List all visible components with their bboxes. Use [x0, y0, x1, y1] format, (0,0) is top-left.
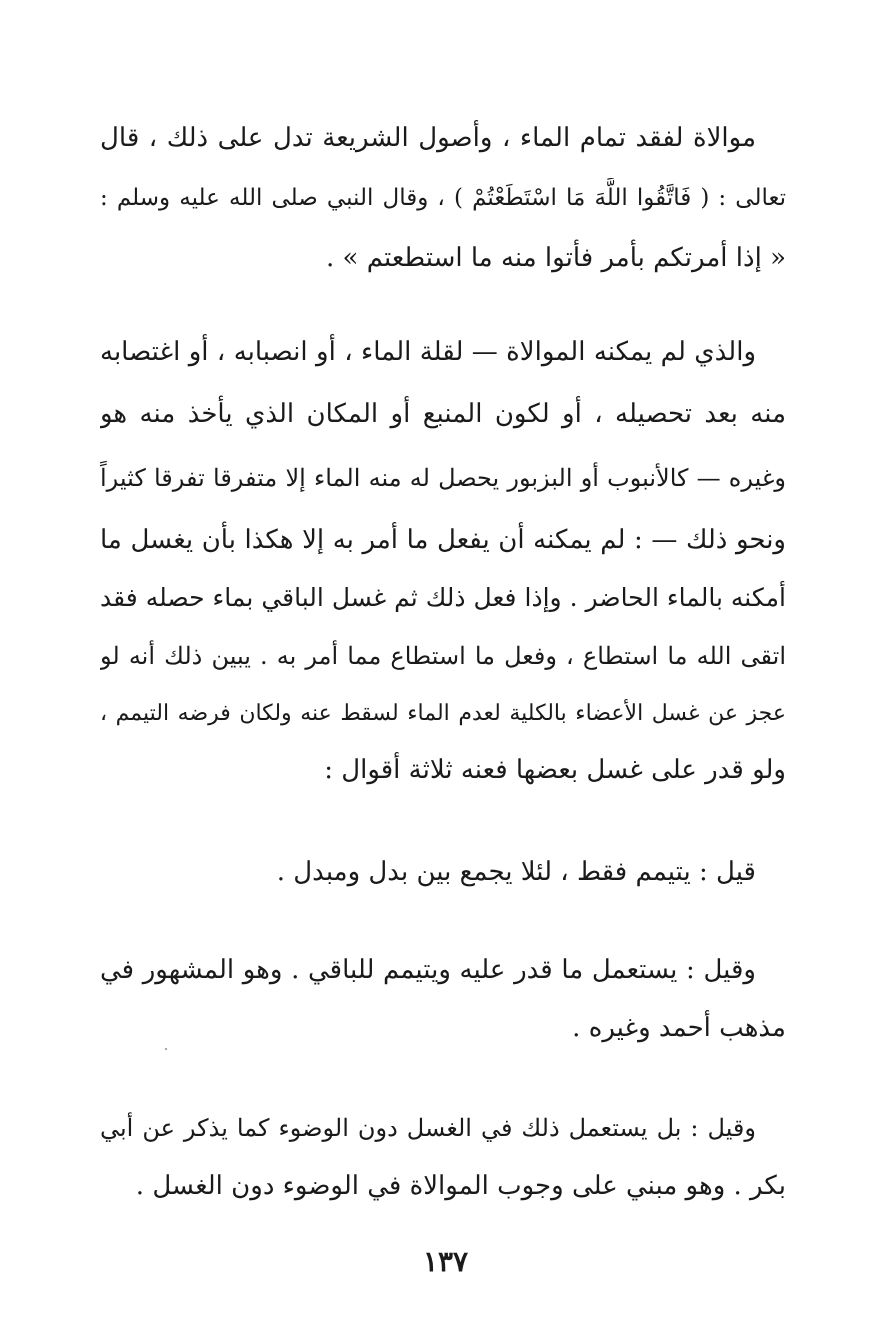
scan-speck [165, 1048, 167, 1050]
text-line: عجز عن غسل الأعضاء بالكلية لعدم الماء لسقط عنه ولكان فرضه التيمم ، [100, 701, 786, 726]
text-line: اتقى الله ما استطاع ، وفعل ما استطاع مما أمر به . يبين ذلك أنه لو [100, 642, 786, 670]
text-line: مذهب أحمد وغيره . [572, 1013, 786, 1043]
text-line: تعالى : ( فَاتَّقُوا اللَّهَ مَا اسْتَطَعْتُمْ ) ، وقال النبي صلى الله عليه وسلم : [100, 185, 786, 211]
text-line: وقيل : بل يستعمل ذلك في الغسل دون الوضوء كما يذكر عن أبي [100, 1114, 756, 1142]
text-line: وقيل : يستعمل ما قدر عليه ويتيمم للباقي . وهو المشهور في [100, 955, 756, 985]
text-line: قيل : يتيمم فقط ، لئلا يجمع بين بدل ومبدل . [276, 857, 756, 887]
text-line: منه بعد تحصيله ، أو لكون المنبع أو المكان الذي يأخذ منه هو [100, 399, 786, 429]
text-line: بكر . وهو مبني على وجوب الموالاة في الوضوء دون الغسل . [135, 1171, 786, 1201]
text-line: وغيره — كالأنبوب أو البزبور يحصل له منه الماء إلا متفرقا تفرقا كثيراً [100, 464, 786, 492]
text-line: موالاة لفقد تمام الماء ، وأصول الشريعة تدل على ذلك ، قال [100, 123, 756, 153]
text-line: ونحو ذلك — : لم يمكنه أن يفعل ما أمر به إلا هكذا بأن يغسل ما [100, 525, 786, 555]
text-line: أمكنه بالماء الحاضر . وإذا فعل ذلك ثم غسل الباقي بماء حصله فقد [100, 583, 786, 612]
text-line: والذي لم يمكنه الموالاة — لقلة الماء ، أو انصبابه ، أو اغتصابه [100, 337, 756, 367]
text-line: « إذا أمرتكم بأمر فأتوا منه ما استطعتم » . [326, 243, 786, 273]
text-line: ولو قدر على غسل بعضها فعنه ثلاثة أقوال : [324, 755, 786, 785]
page-number: ١٣٧ [422, 1245, 469, 1278]
